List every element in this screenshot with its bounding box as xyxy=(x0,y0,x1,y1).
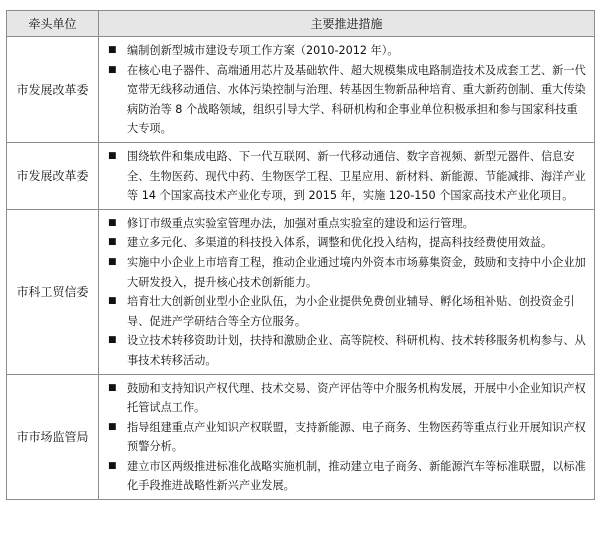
header-dept: 牵头单位 xyxy=(7,11,99,37)
square-bullet-icon: ■ xyxy=(108,256,117,267)
measures-table-container xyxy=(6,10,595,500)
table-body xyxy=(7,37,595,500)
table-row xyxy=(7,142,595,209)
measure-text: 围绕软件和集成电路、下一代互联网、新一代移动通信、数字音视频、新型元器件、信息安全、生物医药、现代中药、生物医学工程、卫星应用、新材料、新能源、节能减排、海洋产业等 14 个国家高技术产业化专项，到 2015 年，实施 120-150 个国家高技术产业化项目。 xyxy=(127,149,586,203)
measures-cell xyxy=(99,142,595,209)
header-measures: 主要推进措施 xyxy=(99,11,595,37)
measure-text: 编制创新型城市建设专项工作方案（2010-2012 年）。 xyxy=(127,44,399,57)
list-item xyxy=(105,331,586,370)
measures-cell xyxy=(99,374,595,500)
list-item xyxy=(105,61,586,139)
measure-text: 设立技术转移资助计划，扶持和激励企业、高等院校、科研机构、技术转移服务机构参与、从事技术转移活动。 xyxy=(127,334,586,367)
square-bullet-icon: ■ xyxy=(108,335,117,346)
measure-text: 培育壮大创新创业型小企业队伍，为小企业提供免费创业辅导、孵化场租补贴、创投资金引导、促进产学研结合等全方位服务。 xyxy=(127,295,575,328)
table-header-row xyxy=(7,11,595,37)
square-bullet-icon: ■ xyxy=(108,45,117,55)
list-item xyxy=(105,457,586,496)
table-row xyxy=(7,374,595,500)
measure-text: 修订市级重点实验室管理办法，加强对重点实验室的建设和运行管理。 xyxy=(127,216,474,230)
square-bullet-icon: ■ xyxy=(108,382,117,393)
measure-text: 指导组建重点产业知识产权联盟，支持新能源、电子商务、生物医药等重点行业开展知识产权预警分析。 xyxy=(127,420,586,454)
lead-department-cell: 市发展改革委 xyxy=(7,142,99,209)
square-bullet-icon: ■ xyxy=(108,421,117,432)
square-bullet-icon: ■ xyxy=(108,217,117,228)
list-item xyxy=(105,253,586,292)
square-bullet-icon: ■ xyxy=(108,64,117,75)
measures-table xyxy=(6,10,595,500)
measure-text: 建立市区两级推进标准化战略实施机制，推动建立电子商务、新能源汽车等标准联盟，以标准化手段推进战略性新兴产业发展。 xyxy=(127,459,586,493)
square-bullet-icon: ■ xyxy=(108,237,117,248)
square-bullet-icon: ■ xyxy=(108,296,117,307)
list-item xyxy=(105,233,586,253)
list-item xyxy=(105,292,586,331)
lead-department-cell: 市发展改革委 xyxy=(7,37,99,143)
measures-list xyxy=(105,41,586,139)
list-item xyxy=(105,214,586,234)
measures-list xyxy=(105,147,586,206)
lead-department-cell: 市市场监管局 xyxy=(7,374,99,500)
square-bullet-icon: ■ xyxy=(108,460,117,471)
measure-text: 建立多元化、多渠道的科技投入体系，调整和优化投入结构，提高科技经费使用效益。 xyxy=(127,236,553,250)
list-item xyxy=(105,379,586,418)
list-item xyxy=(105,41,586,61)
list-item xyxy=(105,147,586,206)
measures-list xyxy=(105,214,586,371)
lead-department-cell: 市科工贸信委 xyxy=(7,209,99,374)
square-bullet-icon: ■ xyxy=(108,150,117,161)
measure-text: 在核心电子器件、高端通用芯片及基础软件、超大规模集成电路制造技术及成套工艺、新一代宽带无线移动通信、水体污染控制与治理、转基因生物新品种培育、重大新药创制、重大传染病防治等 8 个战略领域，组织引导大学、科研机构和企事业单位积极承担和参与国家科技重大专项。 xyxy=(127,63,586,136)
measure-text: 实施中小企业上市培育工程，推动企业通过境内外资本市场募集资金，鼓励和支持中小企业加大研发投入，提升核心技术创新能力。 xyxy=(127,255,586,289)
table-row xyxy=(7,37,595,143)
list-item xyxy=(105,418,586,457)
measures-list xyxy=(105,379,586,497)
measures-cell xyxy=(99,209,595,374)
table-row xyxy=(7,209,595,374)
measures-cell xyxy=(99,37,595,143)
measure-text: 鼓励和支持知识产权代理、技术交易、资产评估等中介服务机构发展，开展中小企业知识产权托管试点工作。 xyxy=(127,381,586,415)
